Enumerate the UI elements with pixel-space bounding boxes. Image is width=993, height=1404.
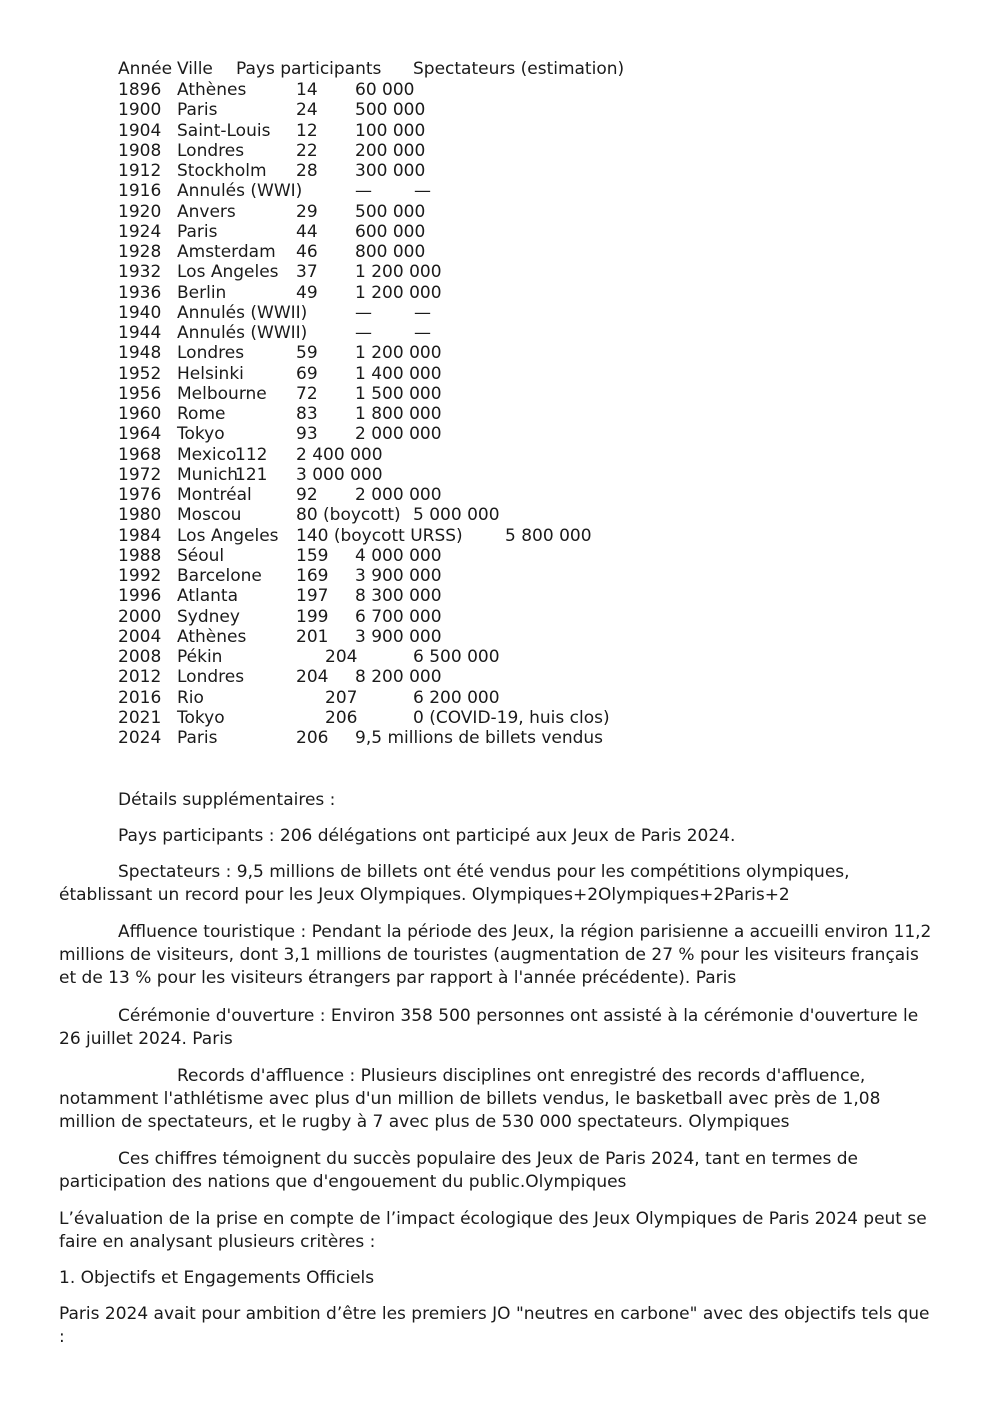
cell-countries: 37 <box>296 262 318 283</box>
cell-city: Los Angeles <box>177 262 279 283</box>
cell-countries: 92 <box>296 485 318 505</box>
cell-city: Rome <box>177 404 226 424</box>
cell-year: 1956 <box>118 383 162 404</box>
header-city: Ville <box>177 59 213 79</box>
cell-city: Barcelone <box>177 566 262 586</box>
cell-city: Stockholm <box>177 161 267 181</box>
cell-year: 1972 <box>118 464 162 485</box>
cell-countries: 93 <box>296 424 318 445</box>
cell-city: Melbourne <box>177 383 267 404</box>
cell-countries: 206 <box>296 728 329 748</box>
cell-countries: 204 <box>325 647 358 667</box>
cell-city: Berlin <box>177 282 227 303</box>
cell-spectators: 2 000 000 <box>355 485 442 505</box>
cell-spectators: 500 000 <box>355 201 426 222</box>
cell-year: 1908 <box>118 140 162 161</box>
cell-countries: 80 (boycott) <box>296 505 401 526</box>
cell-spectators: 2 400 000 <box>296 444 383 465</box>
cell-spectators: 8 200 000 <box>355 667 442 688</box>
cell-countries: 46 <box>296 242 318 262</box>
cell-countries: 204 <box>296 667 329 688</box>
cell-year: 1988 <box>118 545 162 566</box>
cell-spectators: 1 500 000 <box>355 383 442 404</box>
header-countries: Pays participants <box>236 59 382 79</box>
cell-city: Athènes <box>177 626 247 647</box>
cell-year: 2021 <box>118 707 162 728</box>
cell-spectators: 0 (COVID-19, huis clos) <box>413 707 610 728</box>
cell-city: Los Angeles <box>177 525 279 546</box>
cell-countries: 199 <box>296 606 329 627</box>
cell-city: Moscou <box>177 505 242 526</box>
cell-year: 1960 <box>118 404 162 424</box>
cell-year: 1928 <box>118 242 162 262</box>
cell-city: Séoul <box>177 545 225 566</box>
cell-year: 1920 <box>118 201 162 222</box>
cell-spectators: 800 000 <box>355 242 426 262</box>
table-header <box>118 59 625 79</box>
cell-city: Sydney <box>177 606 240 627</box>
cell-year: 1984 <box>118 525 162 546</box>
cell-year: 2000 <box>118 606 162 627</box>
cell-year: 2008 <box>118 647 162 667</box>
cell-city: Mexico <box>177 444 237 465</box>
cell-spectators: 4 000 000 <box>355 545 442 566</box>
ecology-paris-goal: Paris 2024 avait pour ambition d’être les premiers JO "neutres en carbone" avec des objectifs tels que : <box>59 1304 930 1347</box>
details-conclusion: Ces chiffres témoignent du succès populaire des Jeux de Paris 2024, tant en termes de participation des nations que d'engouement du public.Olympiques <box>59 1149 859 1192</box>
cell-year: 1944 <box>118 323 162 343</box>
cell-countries: — <box>355 302 372 323</box>
details-tourism: Affluence touristique : Pendant la période des Jeux, la région parisienne a accueilli environ 11,2 millions de visiteurs, dont 3,1 millions de touristes (augmentation de 27 % pour les visiteurs français et de 13 % pour les visiteurs étrangers par rapport à l'année précédente). Paris <box>59 922 932 988</box>
cell-spectators: 100 000 <box>355 120 426 141</box>
cell-spectators: 600 000 <box>355 221 426 242</box>
cell-city: Munich <box>177 464 239 485</box>
cell-spectators: 3 000 000 <box>296 464 383 485</box>
cell-city: Helsinki <box>177 363 244 384</box>
cell-city: Amsterdam <box>177 242 276 262</box>
cell-countries: 201 <box>296 626 329 647</box>
cell-year: 1912 <box>118 161 162 181</box>
details-ceremony: Cérémonie d'ouverture : Environ 358 500 personnes ont assisté à la cérémonie d'ouverture le 26 juillet 2024. Paris <box>59 1006 919 1049</box>
cell-spectators: 9,5 millions de billets vendus <box>355 728 604 748</box>
cell-spectators: 6 700 000 <box>355 606 442 627</box>
cell-year: 1932 <box>118 262 162 283</box>
cell-countries: 112 <box>235 444 268 465</box>
cell-year: 1936 <box>118 282 162 303</box>
cell-year: 2004 <box>118 626 162 647</box>
cell-city: Paris <box>177 221 218 242</box>
cell-city: Anvers <box>177 201 236 222</box>
header-spectators: Spectateurs (estimation) <box>413 59 625 79</box>
cell-countries: 169 <box>296 566 329 586</box>
details-heading: Détails supplémentaires : <box>118 790 336 810</box>
cell-countries: — <box>355 323 372 343</box>
cell-countries: 207 <box>325 687 358 708</box>
ecology-section-title: 1. Objectifs et Engagements Officiels <box>59 1268 375 1288</box>
cell-countries: 44 <box>296 221 318 242</box>
details-countries: Pays participants : 206 délégations ont participé aux Jeux de Paris 2024. <box>118 826 736 846</box>
cell-year: 1968 <box>118 444 162 465</box>
cell-year: 1992 <box>118 566 162 586</box>
cell-city: Annulés (WWII) <box>177 323 308 343</box>
cell-countries: 69 <box>296 363 318 384</box>
cell-spectators: 200 000 <box>355 140 426 161</box>
details-spectators: Spectateurs : 9,5 millions de billets ont été vendus pour les compétitions olympiques, établissant un record pour les Jeux Olympiques. Olympiques+2Olympiques+2Paris+2 <box>59 862 850 905</box>
cell-spectators: 500 000 <box>355 100 426 121</box>
cell-spectators: 6 500 000 <box>413 647 500 667</box>
cell-city: Montréal <box>177 485 252 505</box>
cell-year: 1896 <box>118 80 162 100</box>
cell-year: 1904 <box>118 120 162 141</box>
cell-spectators: 300 000 <box>355 161 426 181</box>
details-records: Records d'affluence : Plusieurs disciplines ont enregistré des records d'affluence, notamment l'athlétisme avec plus d'un million de billets vendus, le basketball avec près de 1,08 million de spectateurs, et le rugby à 7 avec plus de 530 000 spectateurs. Olympiques <box>59 1066 881 1132</box>
cell-city: Tokyo <box>177 707 225 728</box>
cell-countries: 59 <box>296 343 318 364</box>
cell-countries: 121 <box>235 464 268 485</box>
cell-city: Pékin <box>177 647 223 667</box>
cell-countries: 22 <box>296 140 318 161</box>
cell-countries: 197 <box>296 586 329 607</box>
cell-year: 1940 <box>118 302 162 323</box>
cell-spectators: — <box>414 181 431 202</box>
cell-city: Paris <box>177 728 218 748</box>
cell-year: 2012 <box>118 667 162 688</box>
cell-city: Rio <box>177 687 204 708</box>
cell-countries: 24 <box>296 100 318 121</box>
cell-spectators: 2 000 000 <box>355 424 442 445</box>
cell-countries: 140 (boycott URSS) <box>296 525 463 546</box>
cell-spectators: 1 200 000 <box>355 262 442 283</box>
cell-city: Londres <box>177 140 245 161</box>
cell-spectators: 1 200 000 <box>355 282 442 303</box>
cell-spectators: — <box>414 323 431 343</box>
cell-year: 1924 <box>118 221 162 242</box>
cell-city: Athènes <box>177 80 247 100</box>
header-year: Année <box>118 59 173 79</box>
cell-spectators: 1 400 000 <box>355 363 442 384</box>
cell-year: 1980 <box>118 505 162 526</box>
cell-countries: 159 <box>296 545 329 566</box>
cell-year: 1952 <box>118 363 162 384</box>
cell-countries: 28 <box>296 161 318 181</box>
cell-year: 1964 <box>118 424 162 445</box>
cell-countries: 29 <box>296 201 318 222</box>
cell-countries: 12 <box>296 120 318 141</box>
cell-spectators: 5 800 000 <box>505 525 592 546</box>
cell-countries: — <box>355 181 372 202</box>
cell-spectators: 3 900 000 <box>355 566 442 586</box>
cell-city: Londres <box>177 667 245 688</box>
cell-city: Tokyo <box>177 424 225 445</box>
cell-spectators: — <box>414 302 431 323</box>
cell-countries: 49 <box>296 282 318 303</box>
cell-countries: 83 <box>296 404 318 424</box>
cell-spectators: 3 900 000 <box>355 626 442 647</box>
cell-year: 1976 <box>118 485 162 505</box>
cell-countries: 14 <box>296 80 318 100</box>
cell-city: Annulés (WWII) <box>177 302 308 323</box>
cell-spectators: 1 200 000 <box>355 343 442 364</box>
cell-city: Annulés (WWI) <box>177 181 303 202</box>
cell-city: Londres <box>177 343 245 364</box>
cell-spectators: 1 800 000 <box>355 404 442 424</box>
cell-year: 1900 <box>118 100 162 121</box>
cell-city: Saint-Louis <box>177 120 271 141</box>
ecology-intro: L’évaluation de la prise en compte de l’impact écologique des Jeux Olympiques de Paris 2024 peut se faire en analysant plusieurs critères : <box>59 1209 927 1252</box>
cell-year: 1948 <box>118 343 162 364</box>
cell-spectators: 8 300 000 <box>355 586 442 607</box>
cell-spectators: 60 000 <box>355 80 415 100</box>
cell-spectators: 5 000 000 <box>413 505 500 526</box>
cell-spectators: 6 200 000 <box>413 687 500 708</box>
cell-city: Atlanta <box>177 586 238 607</box>
cell-year: 1996 <box>118 586 162 607</box>
cell-city: Paris <box>177 100 218 121</box>
cell-year: 1916 <box>118 181 162 202</box>
cell-countries: 206 <box>325 707 358 728</box>
cell-year: 2024 <box>118 728 162 748</box>
cell-countries: 72 <box>296 383 318 404</box>
cell-year: 2016 <box>118 687 162 708</box>
